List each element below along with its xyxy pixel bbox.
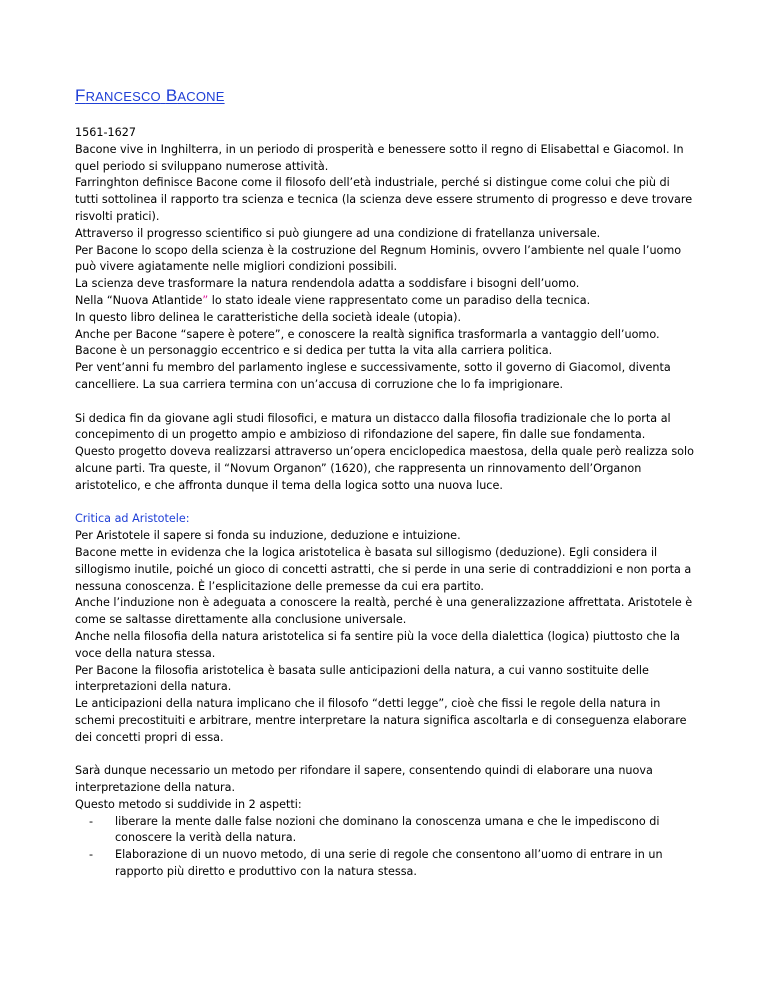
nuova-atlantide-line — [75, 293, 695, 310]
list-item-text: liberare la mente dalle false nozioni che dominano la conoscenza umana e che le impediscono di conoscere la verità della natura. — [115, 814, 660, 845]
text-line: Attraverso il progresso scientifico si può giungere ad una condizione di fratellanza universale. — [75, 226, 601, 240]
text-line: Farringhton definisce Bacone come il filosofo dell’età industriale, perché si distingue come colui che più di tutti sottolinea il rapporto tra scienza e tecnica (la scienza deve essere strumento di progresso e deve trovare risvolti pratici). — [75, 176, 693, 223]
text-line: Bacone è un personaggio eccentrico e si dedica per tutta la vita alla carriera politica. — [75, 344, 553, 358]
title-rest-francesco: RANCESCO — [85, 89, 161, 104]
text-line: La scienza deve trasformare la natura rendendola adatta a soddisfare i bisogni dell’uomo. — [75, 277, 580, 291]
biography-paragraph — [75, 125, 695, 394]
text-line: Anche nella filosofia della natura aristotelica si fa sentire più la voce della dialettica (logica) piuttosto che la voce della natura stessa. — [75, 629, 680, 660]
text-line: 1561-1627 — [75, 126, 136, 139]
dash-bullet: - — [89, 848, 94, 862]
text-line: Si dedica fin da giovane agli studi filosofici, e matura un distacco dalla filosofia tradizionale che lo porta al concepimento di un progetto ampio e ambizioso di rifondazione del sapere, fin dalle sue fondamenta. — [75, 411, 671, 442]
method-aspects-list — [75, 814, 695, 881]
text-line: Bacone vive in Inghilterra, in un periodo di prosperità e benessere sotto il regno di ElisabettaI e GiacomoI. In quel periodo si sviluppano numerose attività. — [75, 142, 684, 173]
atlantide-text-before: Nella “Nuova Atlantide — [75, 293, 203, 307]
title-initial-b: B — [165, 86, 178, 105]
critica-paragraph — [75, 511, 695, 746]
text-line: Sarà dunque necessario un metodo per rifondare il sapere, consentendo quindi di elaborare una nuova interpretazione della natura. — [75, 764, 653, 795]
text-line: Questo progetto doveva realizzarsi attraverso un’opera enciclopedica maestosa, della quale però realizza solo alcune parti. Tra queste, il “Novum Organon” (1620), che rappresenta un rinnovamento dell’Organon aristotelico, e che affronta dunque il tema della logica sotto una nuova luce. — [75, 445, 694, 492]
list-item — [75, 814, 695, 848]
atlantide-closing-quote: ” — [202, 293, 209, 307]
page-title — [75, 86, 695, 106]
text-line: Anche l’induzione non è adeguata a conoscere la realtà, perché è una generalizzazione affrettata. Aristotele è come se saltasse direttamente alla conclusione universale. — [75, 596, 693, 627]
list-item — [75, 847, 695, 881]
atlantide-text-after: lo stato ideale viene rappresentato come un paradiso della tecnica. — [208, 293, 591, 307]
dash-bullet: - — [89, 814, 94, 828]
metodo-paragraph — [75, 763, 695, 881]
document-page — [75, 86, 695, 898]
text-line: Questo metodo si suddivide in 2 aspetti: — [75, 797, 302, 811]
text-line: Per Aristotele il sapere si fonda su induzione, deduzione e intuizione. — [75, 529, 461, 543]
text-line: Anche per Bacone “sapere è potere”, e conoscere la realtà significa trasformarla a vantaggio dell’uomo. — [75, 327, 660, 341]
text-line: In questo libro delinea le caratteristiche della società ideale (utopia). — [75, 310, 462, 324]
text-line: Bacone mette in evidenza che la logica aristotelica è basata sul sillogismo (deduzione). Egli considera il sillogismo inutile, poiché un gioco di concetti astratti, che si perde in una serie di contraddizioni e non porta a nessuna conoscenza. È l’esplicitazione delle premesse da cui era partito. — [75, 545, 692, 593]
text-line: Per vent’anni fu membro del parlamento inglese e successivamente, sotto il governo di GiacomoI, diventa cancelliere. La sua carriera termina con un’accusa di corruzione che lo fa imprigionare. — [75, 361, 671, 391]
text-line: Per Bacone la filosofia aristotelica è basata sulle anticipazioni della natura, a cui vanno sostituite delle interpretazioni della natura. — [75, 663, 649, 694]
text-line: Per Bacone lo scopo della scienza è la costruzione del Regnum Hominis, ovvero l’ambiente nel quale l’uomo può vivere agiatamente nelle migliori condizioni possibili. — [75, 243, 682, 274]
philosophy-paragraph — [75, 411, 695, 495]
list-item-text: Elaborazione di un nuovo metodo, di una serie di regole che consentono all’uomo di entrare in un rapporto più diretto e produttivo con la natura stessa. — [115, 848, 663, 879]
section-heading-critica: Critica ad Aristotele: — [75, 512, 190, 526]
title-rest-bacone: ACONE — [177, 89, 225, 104]
title-initial-f: F — [75, 86, 86, 105]
text-line: Le anticipazioni della natura implicano che il filosofo “detti legge”, cioè che fissi le regole della natura in schemi precostituiti e arbitrare, mentre interpretare la natura significa ascoltarla e di conseguenza elaborare dei concetti propri di essa. — [75, 697, 687, 744]
